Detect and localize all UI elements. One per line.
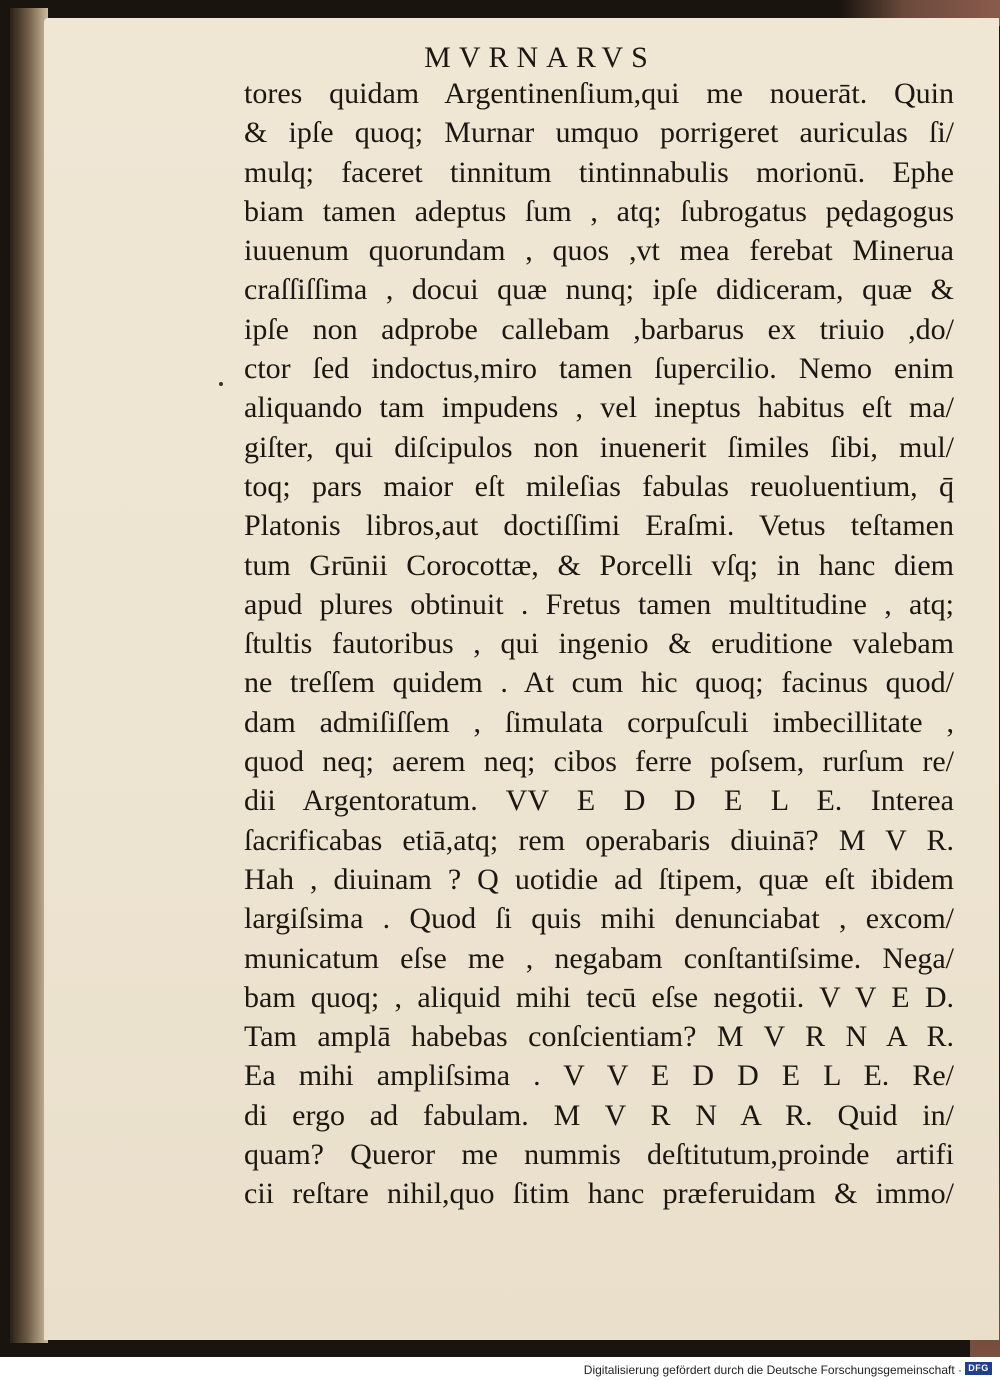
text-line: aliquando tam impudens , vel ineptus habitus eſt ma/ <box>244 391 954 425</box>
text-line: quod neq; aerem neq; cibos ferre poſsem, rurſum re/ <box>244 745 954 779</box>
text-line: cii reſtare nihil,quo ſitim hanc præferuidam & immo/ <box>244 1177 954 1211</box>
text-line: largiſsima . Quod ſi quis mihi denunciabat , excom/ <box>244 902 954 936</box>
text-line: giſter, qui diſcipulos non inuenerit ſimiles ſibi, mul/ <box>244 430 954 464</box>
text-line: mulq; faceret tinnitum tintinnabulis morionū. Ephe <box>244 155 954 189</box>
text-line: & ipſe quoq; Murnar umquo porrigeret auriculas ſi/ <box>244 116 954 150</box>
text-line: toq; pars maior eſt mileſias fabulas reuoluentium, q̄ <box>244 469 954 503</box>
text-line: dii Argentoratum. VV E D D E L E. Interea <box>244 784 954 818</box>
margin-mark <box>219 382 223 386</box>
text-line: ſacrificabas etiā,atq; rem operabaris diuinā? M V R. <box>244 823 954 857</box>
body-text <box>244 74 954 1214</box>
text-line: iuuenum quorundam , quos ,vt mea ferebat Minerua <box>244 234 954 268</box>
text-line: quam? Queror me nummis deſtitutum,proinde artifi <box>244 1138 954 1172</box>
footer-bar <box>0 1357 1000 1380</box>
text-line: dam admiſiſſem , ſimulata corpuſculi imbecillitate , <box>244 705 954 739</box>
dfg-logo: DFG <box>965 1362 992 1375</box>
text-line: craſſiſſima , docui quæ nunq; ipſe didiceram, quæ & <box>244 273 954 307</box>
text-line: Hah , diuinam ? Q uotidie ad ſtipem, quæ eſt ibidem <box>244 862 954 896</box>
text-line: ſtultis fautoribus , qui ingenio & eruditione valebam <box>244 627 954 661</box>
text-line: apud plures obtinuit . Fretus tamen multitudine , atq; <box>244 587 954 621</box>
text-line: ipſe non adprobe callebam ,barbarus ex triuio ,do/ <box>244 312 954 346</box>
page-left-edge <box>10 8 48 1343</box>
text-line: tores quidam Argentinenſium,qui me nouerāt. Quin <box>244 77 954 110</box>
running-head: MVRNARVS <box>424 41 656 74</box>
text-line: Ea mihi ampliſsima . V V E D D E L E. Re/ <box>244 1059 954 1093</box>
footer-credit: Digitalisierung gefördert durch die Deutsche Forschungsgemeinschaft · <box>583 1363 962 1377</box>
text-line: tum Grūnii Corocottæ, & Porcelli vſq; in hanc diem <box>244 548 954 582</box>
text-line: bam quoq; , aliquid mihi tecū eſse negotii. V V E D. <box>244 980 954 1014</box>
text-line: Tam amplā habebas conſcientiam? M V R N A R. <box>244 1020 954 1054</box>
text-line: ctor ſed indoctus,miro tamen ſupercilio. Nemo enim <box>244 352 954 386</box>
text-line: di ergo ad fabulam. M V R N A R. Quid in/ <box>244 1098 954 1132</box>
text-line: biam tamen adeptus ſum , atq; ſubrogatus pędagogus <box>244 194 954 228</box>
text-line: ne treſſem quidem . At cum hic quoq; facinus quod/ <box>244 666 954 700</box>
text-line: Platonis libros,aut doctiſſimi Eraſmi. Vetus teſtamen <box>244 509 954 543</box>
text-line: municatum eſse me , negabam conſtantiſsime. Nega/ <box>244 941 954 975</box>
